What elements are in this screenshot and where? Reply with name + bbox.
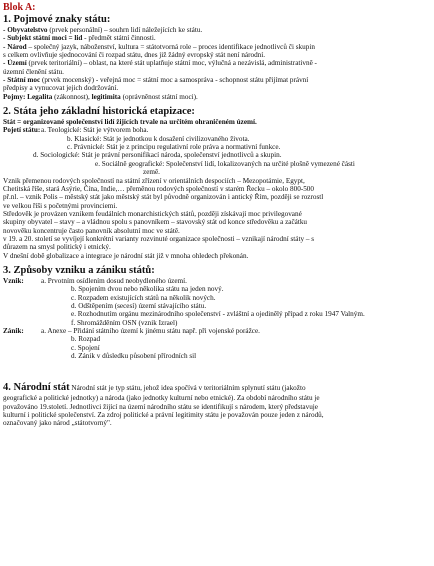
s4-line: 4. Národní stát Národní stát je typ státu, jehož idea spočívá v teritoriálním splynutí státu (jakožto xyxy=(3,382,306,394)
s1-line: s celkem ovlivňuje sjednocování či rozpad státu, dnes již žádný evropský stát není národní. xyxy=(3,51,266,60)
s3-line: f. Shromážděním OSN (vznik Izrael) xyxy=(71,318,178,327)
s4-line: označovaný jako národ „státotvorný". xyxy=(3,419,112,428)
s3-line: e. Rozhodnutím orgánu mezinárodního společenství - zvláštní a ojedinělý případ z roku 1947 Valným. xyxy=(71,310,365,319)
s4-line: geografické a politické jednotky) a národa (jako jednotky kulturní nebo etnické). Za období národního státu je xyxy=(3,394,320,403)
s1-line: územní členění státu. xyxy=(3,67,64,76)
s2-line: skupiny obyvatel – stavy – a vládnou spolu s panovníkem – stavovský stát od konce středověku a začátku xyxy=(3,218,308,227)
s3-line: c. Rozpadem existujících států na několik nových. xyxy=(71,293,216,302)
s2-line: novověku koncentruje často panovník absolutní moc ve státě. xyxy=(3,226,180,235)
s2-line: důrazem na smysl politický i etnický. xyxy=(3,243,111,252)
s4-line: považováno 19.století. Jednotlivci žijící na území národního státu se identifikují s národem, který představuje xyxy=(3,402,318,411)
s3-line: d. Zánik v důsledku působení přírodních sil xyxy=(71,352,197,361)
s1-line: Pojmy: Legalita (zákonnost), legitimita (oprávněnost státní moci). xyxy=(3,92,198,101)
s2-line: v 19. a 20. století se vyvíjejí konkrétní varianty rozvinuté organizace společnosti – vznikají národní státy – s xyxy=(3,234,315,243)
s1-line: - Subjekt státní moci = lid - předmět státní činnosti. xyxy=(3,34,156,43)
s2-line: V dnešní době globalizace a integrace je národní stát již v mnoha ohledech překonán. xyxy=(3,251,249,260)
s2-line: b. Klasické: Stát je jednotkou k dosažení civilizovaného života. xyxy=(67,134,250,143)
s1-line: předpisy a vynucovat jejich dodržování. xyxy=(3,84,119,93)
s2-line: země. xyxy=(143,168,160,177)
s3-line: c. Spojení xyxy=(71,343,100,352)
s2-line: př.nl. – vznik Polis – městský stát jako městský stát byl původně organizován i antický Řím, později se rozrostl xyxy=(3,193,324,202)
block-title: Blok A: xyxy=(3,2,36,13)
section-3-heading: 3. Způsoby vzniku a zániku států: xyxy=(3,264,155,276)
s2-line: c. Právnické: Stát je z principu regulativní role práva a normativní funkce. xyxy=(67,143,281,152)
s3-line: d. Odštěpením (secesí) území stávajícího státu. xyxy=(71,301,207,310)
s2-definition: Stát = organizované společenství lidí žijících trvale na určitém ohraničeném území. xyxy=(3,118,257,127)
s4-line: kulturní i politické společenství. Za zdroj politické a právní legitimity státu je považován pouze jeden z národů, xyxy=(3,411,324,420)
s3-line: b. Spojením dvou nebo několika státu na jeden nový. xyxy=(71,285,224,294)
s1-line: - Obyvatelstvo (prvek personální) – souhrn lidí náležejících ke státu. xyxy=(3,26,203,34)
s2-line: Středověk je provázen vznikem feudálních monarchistických států, později získávají moc privilegované xyxy=(3,209,302,218)
s3-line: b. Rozpad xyxy=(71,335,101,344)
s1-line: - Národ – společný jazyk, náboženství, kultura = státotvorná role – proces identifikace jednotlivců či skupin xyxy=(3,42,315,51)
s2-line: e. Sociálně geografické: Společenství lidí, lokalizovaných na určité plošně vymezené části xyxy=(95,159,355,168)
s1-line: - Území (prvek teritoriální) – oblast, na které stát uplatňuje státní moc, výlučná a nezávislá, administrativně - xyxy=(3,59,317,68)
s2-line: ve velkou říši s početnými provinciemi. xyxy=(3,201,118,210)
s2-line: Chetitská říše, stará Asýrie, Čína, Indie,… přeměnou rodových společností v starém Řecku – okolo 800-500 xyxy=(3,184,314,193)
section-1-heading: 1. Pojmové znaky státu: xyxy=(3,14,111,25)
section-2-heading: 2. Státa jeho základní historická etapizace: xyxy=(3,106,195,118)
s1-line: - Státní moc (prvek mocenský) - veřejná moc = státní moc a samospráva - schopnost státu přijímat právní xyxy=(3,76,309,85)
s2-line: Pojetí státu: a. Teologické: Stát je výtvorem boha. xyxy=(3,126,149,135)
s2-line: Vznik přemenou rodových společností na státní zřízení v orientálních despociích – Mezopotámie, Egypt, xyxy=(3,176,305,185)
s3-line: Vznik: a. Prvotním osídlením dosud neobydleného území. xyxy=(3,276,187,285)
s2-line: d. Sociologické: Stát je právní personifikací národa, společenství jednotlivců a skupin. xyxy=(33,151,282,160)
s3-line: Zánik: a. Anexe – Přidání státního území k jinému státu např. při vojenské porážce. xyxy=(3,327,260,335)
